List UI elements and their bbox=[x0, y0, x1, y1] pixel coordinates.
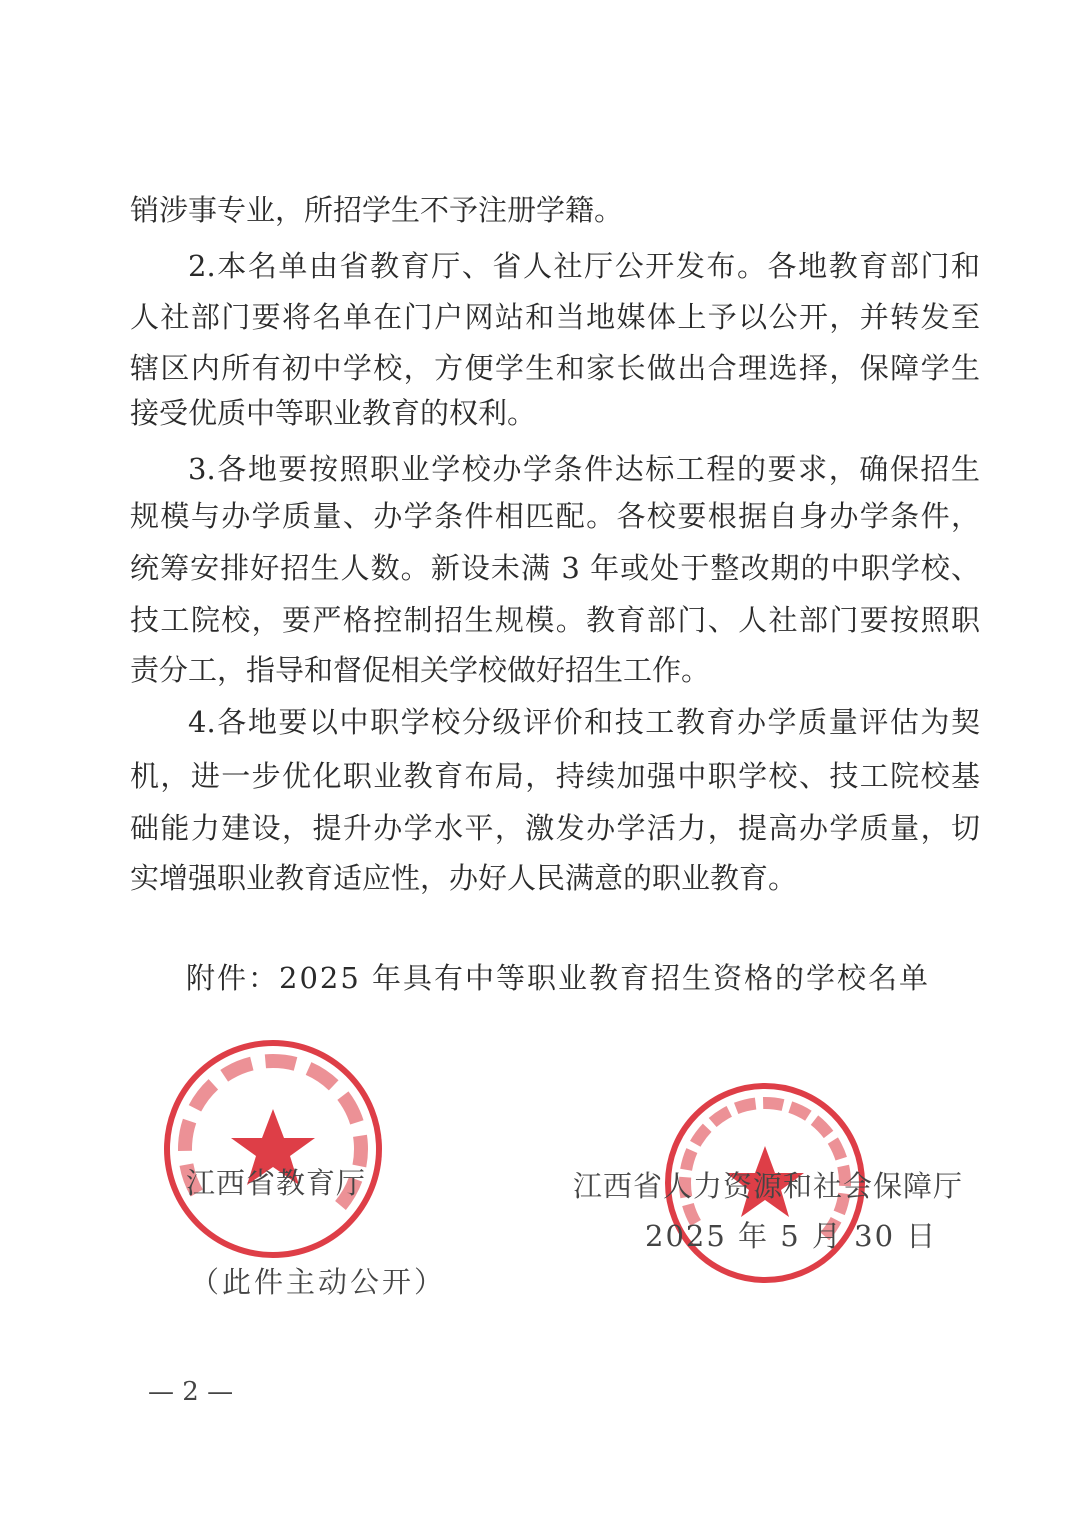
body-line: 础能力建设，提升办学水平，激发办学活力，提高办学质量，切 bbox=[130, 811, 980, 845]
body-line: 责分工，指导和督促相关学校做好招生工作。 bbox=[130, 653, 711, 687]
body-line: 3.各地要按照职业学校办学条件达标工程的要求，确保招生 bbox=[188, 452, 980, 486]
body-line: 实增强职业教育适应性，办好人民满意的职业教育。 bbox=[130, 861, 798, 895]
body-line: 统筹安排好招生人数。新设未满 3 年或处于整改期的中职学校、 bbox=[130, 551, 980, 585]
page-number: — 2 — bbox=[148, 1377, 234, 1407]
body-line: 技工院校，要严格控制招生规模。教育部门、人社部门要按照职 bbox=[130, 603, 980, 637]
signatory-left: 江西省教育厅 bbox=[186, 1166, 367, 1200]
body-line: 销涉事专业，所招学生不予注册学籍。 bbox=[130, 193, 624, 227]
attachment-line: 附件：2025 年具有中等职业教育招生资格的学校名单 bbox=[186, 961, 931, 995]
education-department-seal bbox=[160, 1036, 386, 1262]
date: 2025 年 5 月 30 日 bbox=[645, 1219, 938, 1253]
body-line: 辖区内所有初中学校，方便学生和家长做出合理选择，保障学生 bbox=[130, 351, 980, 385]
disclosure-note: （此件主动公开） bbox=[190, 1265, 447, 1299]
body-line: 规模与办学质量、办学条件相匹配。各校要根据自身办学条件， bbox=[130, 499, 980, 533]
body-line: 2.本名单由省教育厅、省人社厅公开发布。各地教育部门和 bbox=[188, 249, 980, 283]
signatory-right: 江西省人力资源和社会保障厅 bbox=[573, 1169, 964, 1203]
body-line: 接受优质中等职业教育的权利。 bbox=[130, 396, 537, 430]
body-line: 机，进一步优化职业教育布局，持续加强中职学校、技工院校基 bbox=[130, 759, 980, 793]
body-line: 人社部门要将名单在门户网站和当地媒体上予以公开，并转发至 bbox=[130, 300, 980, 334]
body-line: 4.各地要以中职学校分级评价和技工教育办学质量评估为契 bbox=[188, 705, 980, 739]
